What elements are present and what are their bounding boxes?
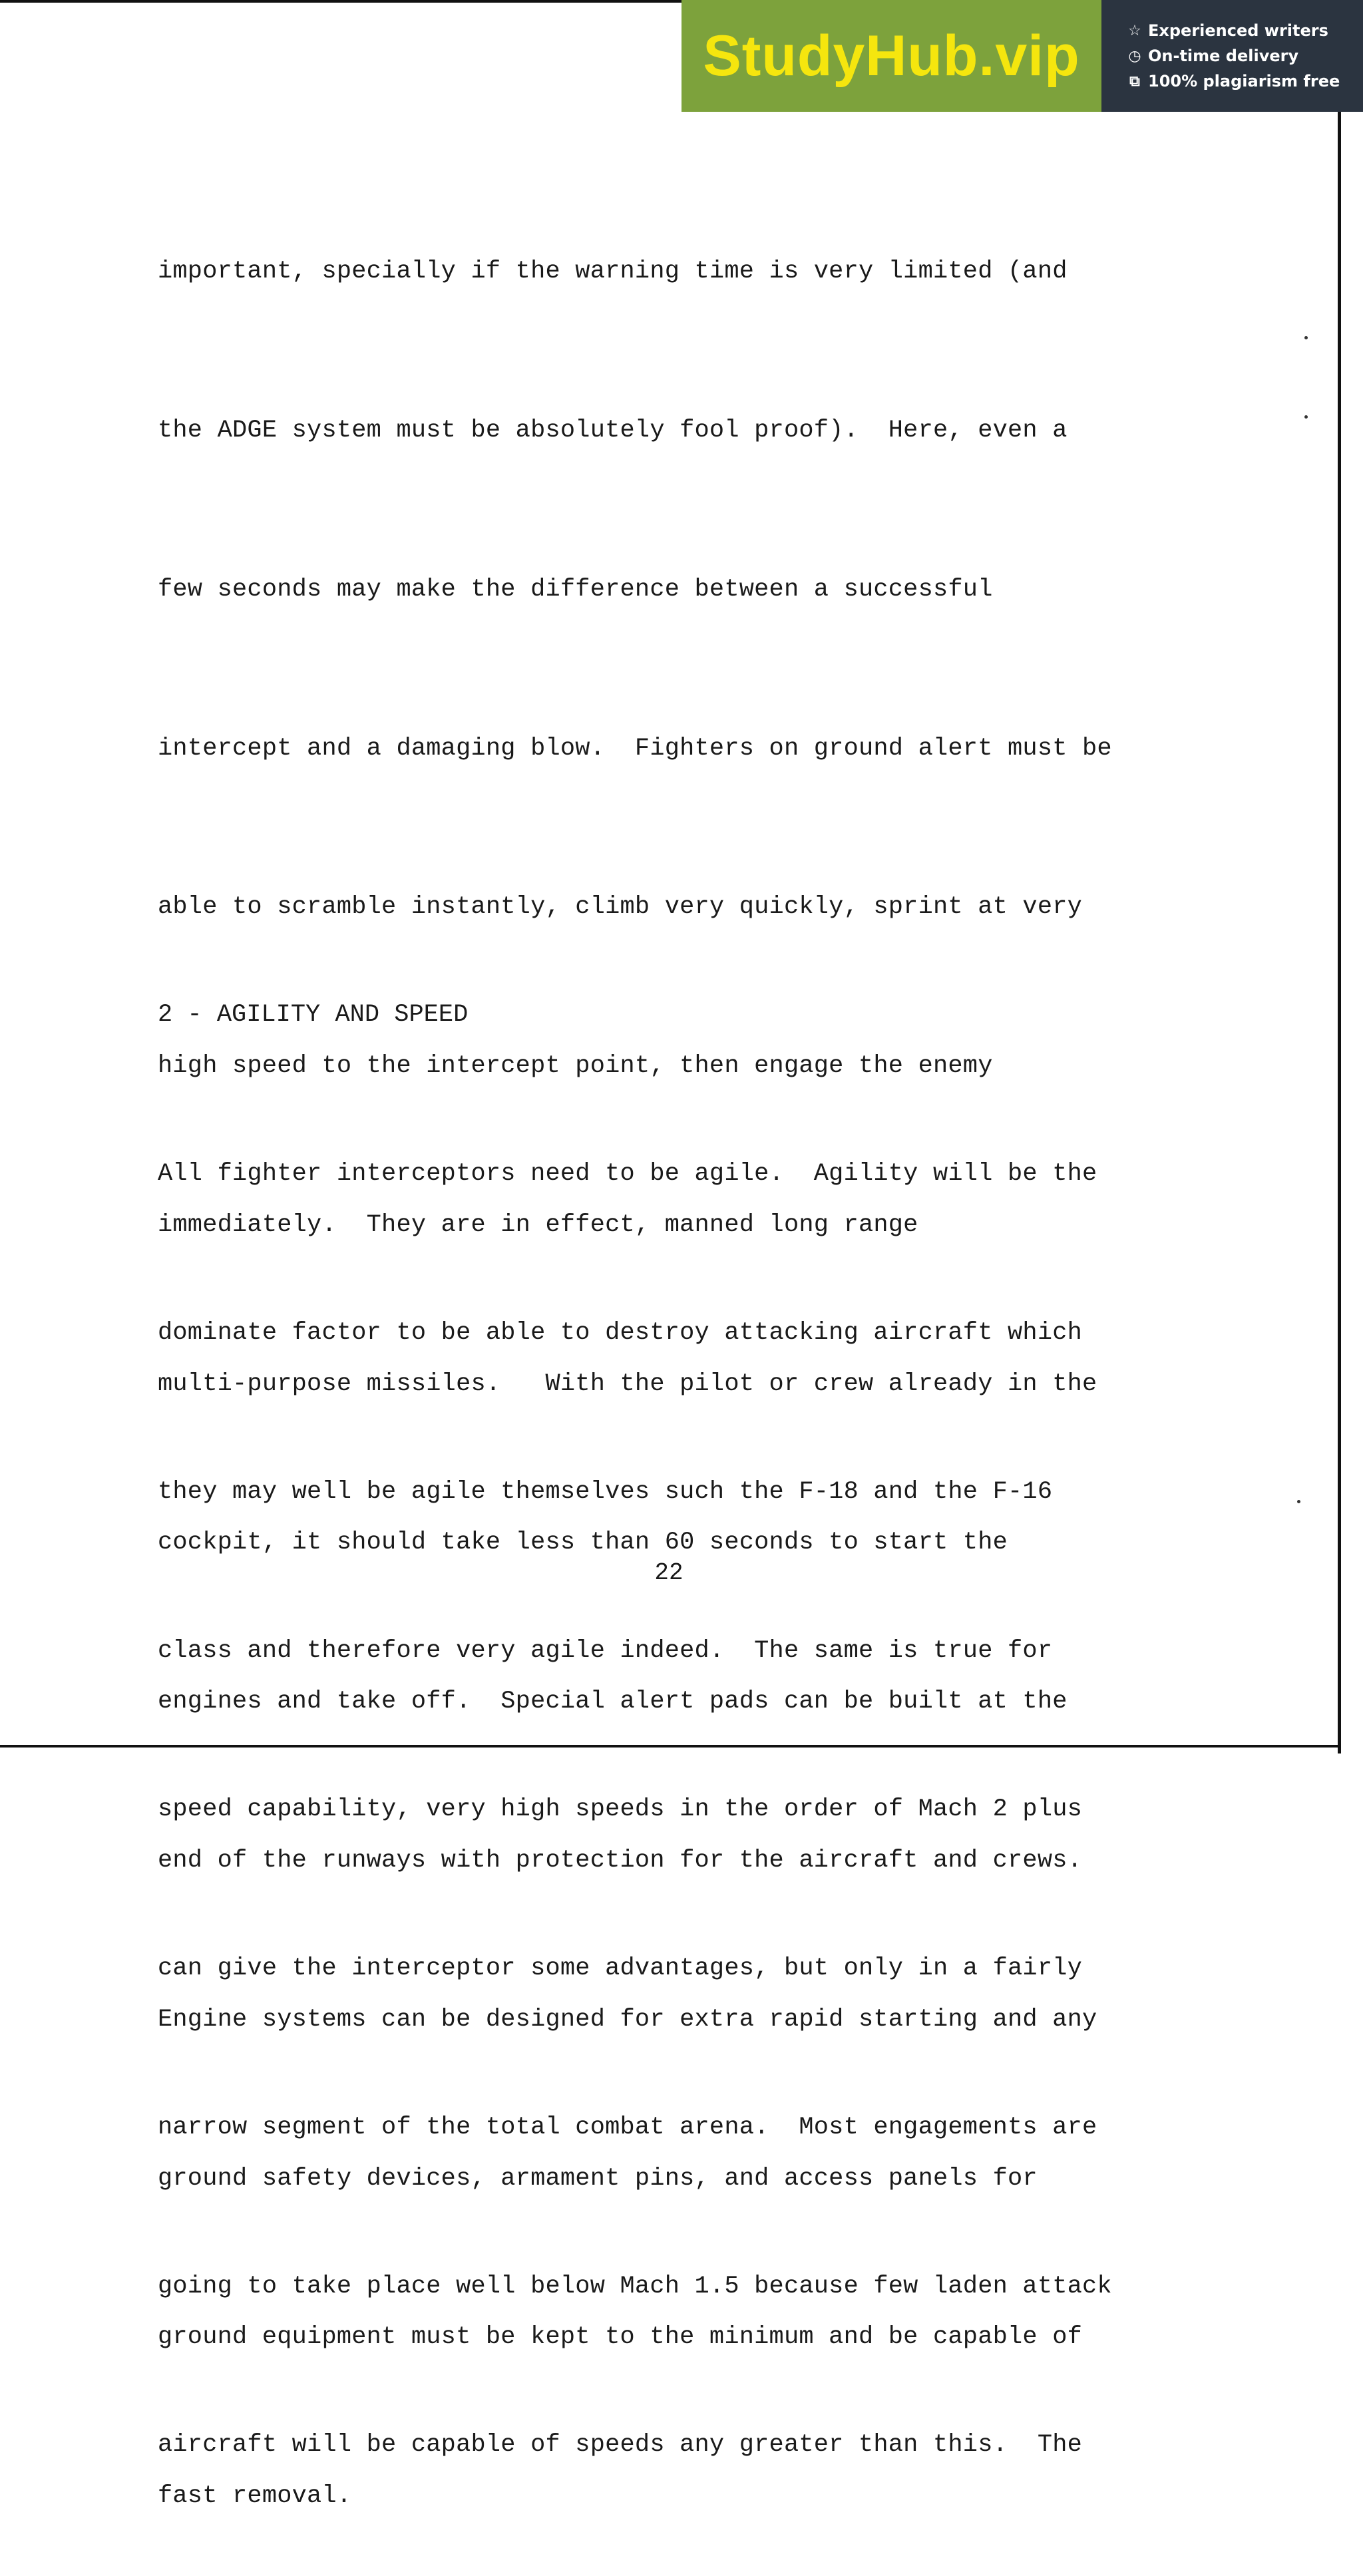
paragraph-2	[158, 1042, 1223, 2525]
text-line: immediately. They are in effect, manned long range	[158, 1210, 918, 1239]
banner-features	[1101, 0, 1363, 112]
feature-on-time-delivery	[1127, 47, 1363, 65]
text-line: engines and take off. Special alert pads can be built at the	[158, 1688, 1068, 1716]
text-line: they may well be agile themselves such the F-18 and the F-16	[158, 1477, 1053, 1506]
studyhub-logo[interactable]	[682, 0, 1101, 112]
text-line: the ADGE system must be absolutely fool proof). Here, even a	[158, 416, 1068, 445]
feature-label: Experienced writers	[1148, 21, 1328, 40]
clock-icon: ◷	[1128, 47, 1141, 65]
copy-icon: ⧉	[1129, 73, 1140, 90]
feature-label: On-time delivery	[1148, 47, 1299, 65]
text-line: class and therefore very agile indeed. The same is true for	[158, 1636, 1053, 1665]
text-line: high speed to the intercept point, then engage the enemy	[158, 1052, 993, 1081]
text-line: few seconds may make the difference between a successful	[158, 575, 993, 604]
text-line: able to scramble instantly, climb very quickly, sprint at very	[158, 893, 1083, 922]
text-line: aircraft will be capable of speeds any greater than this. The	[158, 2431, 1083, 2460]
logo-text: StudyHub.vip	[703, 23, 1080, 88]
page-border-top	[0, 0, 685, 3]
studyhub-banner[interactable]	[682, 0, 1363, 112]
scan-speck	[1304, 336, 1308, 339]
feature-experienced-writers	[1127, 21, 1363, 40]
text-line: going to take place well below Mach 1.5 because few laden attack	[158, 2272, 1112, 2300]
text-line: multi-purpose missiles. With the pilot or crew already in the	[158, 1370, 1097, 1398]
star-icon: ☆	[1128, 22, 1141, 39]
feature-plagiarism-free	[1127, 72, 1363, 91]
text-line: important, specially if the warning time is very limited (and	[158, 258, 1068, 286]
text-line: speed capability, very high speeds in the order of Mach 2 plus	[158, 1795, 1083, 1824]
scan-speck	[1304, 415, 1308, 419]
scan-speck	[1297, 1500, 1300, 1503]
text-line: ground safety devices, armament pins, and access panels for	[158, 2164, 1038, 2193]
feature-label: 100% plagiarism free	[1148, 72, 1340, 91]
text-line: All fighter interceptors need to be agile. Agility will be the	[158, 1160, 1097, 1189]
text-line: Engine systems can be designed for extra rapid starting and any	[158, 2005, 1097, 2034]
text-line: ground equipment must be kept to the minimum and be capable of	[158, 2323, 1083, 2352]
page-number: 22	[654, 1559, 683, 1586]
text-line: narrow segment of the total combat arena. Most engagements are	[158, 2113, 1097, 2141]
text-line: cockpit, it should take less than 60 seconds to start the	[158, 1529, 1008, 1557]
section-heading: 2 - AGILITY AND SPEED	[158, 1001, 469, 1029]
text-line: intercept and a damaging blow. Fighters on ground alert must be	[158, 734, 1112, 763]
text-line: dominate factor to be able to destroy attacking aircraft which	[158, 1318, 1083, 1347]
text-line: end of the runways with protection for the aircraft and crews.	[158, 1847, 1083, 1875]
text-line: fast removal.	[158, 2482, 352, 2511]
page-border-right	[1338, 110, 1341, 1753]
text-line: can give the interceptor some advantages, but only in a fairly	[158, 1954, 1083, 1983]
